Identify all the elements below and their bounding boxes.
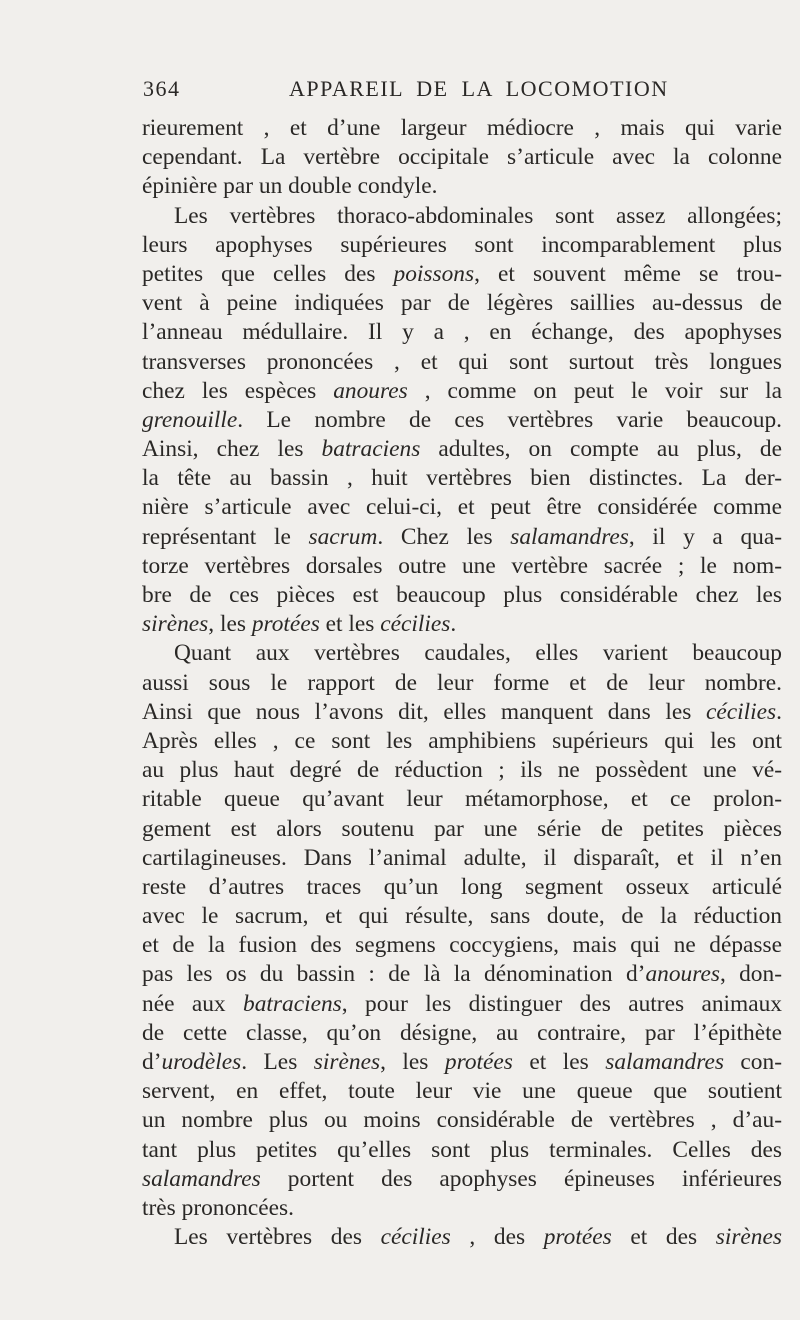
text-line: [142, 552, 782, 581]
italic-term: batraciens: [321, 436, 421, 463]
italic-term: salamandres: [142, 1165, 261, 1192]
text-run: transverses prononcées , et qui sont surtout très longues: [142, 348, 782, 375]
text-run: .: [776, 698, 782, 725]
text-line: [142, 114, 782, 143]
text-run: Ainsi que nous l’avons dit, elles manquent dans les: [142, 698, 706, 725]
italic-term: anoures: [645, 961, 720, 988]
text-line: [142, 1223, 782, 1252]
text-line: [142, 172, 782, 201]
text-line: [142, 815, 782, 844]
text-line: [142, 1106, 782, 1135]
text-line: [142, 756, 782, 785]
text-line: [142, 493, 782, 522]
text-run: nière s’articule avec celui-ci, et peut être considérée comme: [142, 494, 782, 521]
text-line: [142, 435, 782, 464]
text-line: [142, 990, 782, 1019]
text-line: [142, 960, 782, 989]
text-run: très prononcées.: [142, 1194, 294, 1221]
text-run: , et souvent même se trou-: [474, 260, 782, 287]
text-run: de cette classe, qu’on désigne, au contraire, par l’épithète: [142, 1019, 782, 1046]
text-run: représentant le: [142, 523, 309, 550]
text-run: cependant. La vertèbre occipitale s’articule avec la colonne: [142, 144, 782, 171]
text-line: [142, 1136, 782, 1165]
text-line: [142, 1194, 782, 1223]
text-line: [142, 844, 782, 873]
italic-term: sacrum: [308, 523, 378, 550]
text-run: et les: [319, 611, 381, 638]
text-line: [142, 785, 782, 814]
text-line: [142, 873, 782, 902]
text-line: [142, 931, 782, 960]
text-run: l’anneau médullaire. Il y a , en échange, des apophyses: [142, 319, 782, 346]
body-text: [142, 114, 782, 1252]
text-run: adultes, on compte au plus, de: [420, 436, 782, 463]
italic-term: cécilies: [706, 698, 777, 725]
text-run: con-: [723, 1049, 782, 1075]
text-line: [142, 464, 782, 493]
text-line: [142, 406, 782, 435]
text-run: ritable queue qu’avant leur métamorphose, et ce prolon-: [142, 786, 782, 813]
text-line: [142, 1019, 782, 1048]
text-run: , pour les distinguer des autres animaux: [341, 990, 782, 1017]
text-run: , comme on peut le voir sur la: [407, 377, 782, 404]
text-run: et des: [611, 1224, 716, 1251]
italic-term: cécilies: [380, 1224, 451, 1251]
text-line: [142, 610, 782, 639]
text-run: gement est alors soutenu par une série de petites pièces: [142, 815, 782, 842]
text-run: , les: [208, 611, 252, 638]
text-run: , les: [380, 1049, 445, 1075]
text-run: Ainsi, chez les: [142, 436, 322, 463]
italic-term: poissons: [393, 260, 475, 287]
text-line: [142, 698, 782, 727]
italic-term: protées: [251, 611, 320, 638]
text-run: et de la fusion des segmens coccygiens, mais qui ne dépasse: [142, 932, 782, 959]
text-run: rieurement , et d’une largeur médiocre , mais qui varie: [142, 115, 782, 141]
italic-term: urodèles: [161, 1049, 242, 1075]
text-run: leurs apophyses supérieures sont incomparablement plus: [142, 231, 782, 258]
text-run: reste d’autres traces qu’un long segment osseux articulé: [142, 873, 782, 900]
text-run: Les vertèbres des: [174, 1224, 381, 1251]
text-line: [142, 202, 782, 231]
text-run: la tête au bassin , huit vertèbres bien distinctes. La der-: [142, 465, 782, 492]
italic-term: salamandres: [605, 1049, 724, 1075]
text-line: [142, 377, 782, 406]
text-run: d’: [142, 1049, 162, 1075]
italic-term: salamandres: [510, 523, 629, 550]
text-line: [142, 669, 782, 698]
italic-term: anoures: [333, 377, 408, 404]
italic-term: sirènes: [715, 1224, 782, 1251]
text-run: . Les: [241, 1049, 314, 1075]
text-run: , don-: [719, 961, 782, 988]
text-line: [142, 143, 782, 172]
italic-term: sirènes: [142, 611, 209, 638]
italic-term: sirènes: [313, 1049, 381, 1075]
text-run: . Chez les: [377, 523, 511, 550]
text-line: [142, 289, 782, 318]
text-run: chez les espèces: [142, 377, 334, 404]
italic-term: protées: [444, 1049, 513, 1075]
text-line: [142, 231, 782, 260]
text-line: [142, 581, 782, 610]
text-run: avec le sacrum, et qui résulte, sans doute, de la réduction: [142, 903, 782, 930]
text-run: née aux: [142, 990, 244, 1017]
text-run: .: [450, 611, 457, 638]
text-run: Quant aux vertèbres caudales, elles varient beaucoup: [174, 640, 782, 667]
text-line: [142, 260, 782, 289]
text-line: [142, 523, 782, 552]
text-run: un nombre plus ou moins considérable de vertèbres , d’au-: [142, 1107, 782, 1134]
text-line: [142, 318, 782, 347]
text-run: vent à peine indiquées par de légères saillies au-dessus de: [142, 290, 782, 317]
text-run: petites que celles des: [142, 260, 394, 287]
text-line: [142, 1165, 782, 1194]
italic-term: cécilies: [380, 611, 451, 638]
italic-term: grenouille: [142, 406, 238, 433]
text-line: [142, 1077, 782, 1106]
text-run: cartilagineuses. Dans l’animal adulte, il disparaît, et il n’en: [142, 844, 782, 871]
text-run: torze vertèbres dorsales outre une vertèbre sacrée ; le nom-: [142, 552, 782, 579]
text-run: pas les os du bassin : de là la dénomination d’: [142, 961, 646, 988]
text-line: [142, 348, 782, 377]
italic-term: protées: [543, 1224, 612, 1251]
text-run: Après elles , ce sont les amphibiens supérieurs qui les ont: [142, 727, 782, 754]
text-run: bre de ces pièces est beaucoup plus considérable chez les: [142, 582, 782, 608]
text-run: , des: [450, 1224, 544, 1251]
text-run: au plus haut degré de réduction ; ils ne possèdent une vé-: [142, 757, 782, 784]
text-line: [142, 639, 782, 668]
text-run: portent des apophyses épineuses inférieures: [260, 1165, 782, 1192]
text-run: épinière par un double condyle.: [142, 173, 438, 200]
text-run: . Le nombre de ces vertèbres varie beaucoup.: [237, 406, 782, 433]
text-run: , il y a qua-: [628, 523, 782, 550]
running-title: APPAREIL DE LA LOCOMOTION: [289, 76, 669, 101]
text-line: [142, 1048, 782, 1077]
text-run: Les vertèbres thoraco-abdominales sont assez allongées;: [174, 202, 782, 229]
italic-term: batraciens: [243, 990, 342, 1017]
page-number: 364: [143, 76, 181, 101]
text-line: [142, 727, 782, 756]
text-line: [142, 902, 782, 931]
page-header: [143, 76, 783, 106]
text-run: servent, en effet, toute leur vie une queue que soutient: [142, 1078, 782, 1105]
text-run: aussi sous le rapport de leur forme et de leur nombre.: [142, 669, 782, 696]
text-run: tant plus petites qu’elles sont plus terminales. Celles des: [142, 1136, 782, 1163]
text-run: et les: [512, 1049, 606, 1075]
